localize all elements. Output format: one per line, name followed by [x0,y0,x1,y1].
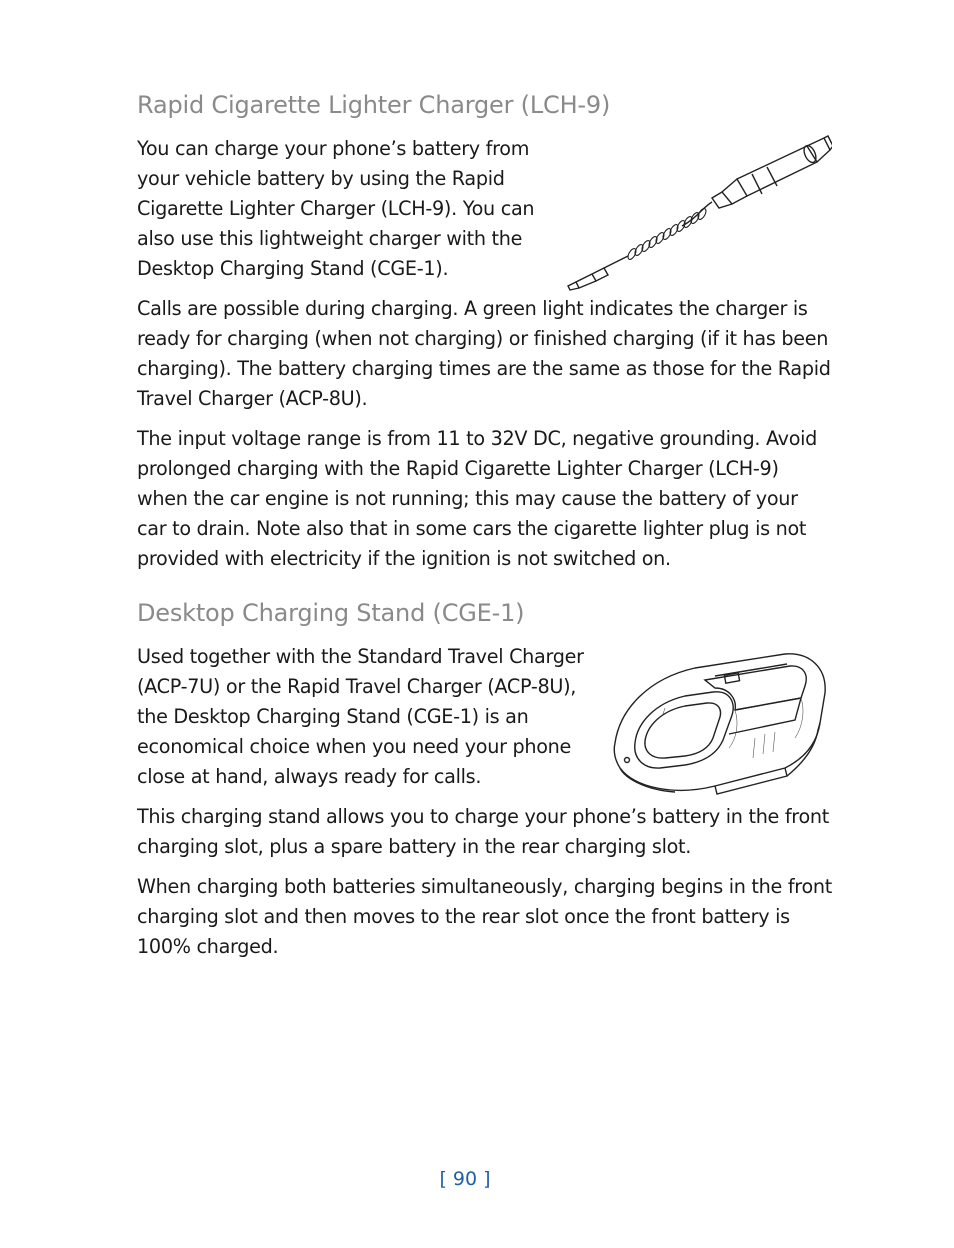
paragraph-cge1-slots: This charging stand allows you to charge your phone’s battery in the front charging slot, plus a spare battery in the rear charging slot. [137,805,830,858]
paragraph-cge1-intro: Used together with the Standard Travel Charger (ACP-7U) or the Rapid Travel Charger (ACP-8U), the Desktop Charging Stand (CGE-1) is an economical choice when you need your phone close at hand, always ready for calls. [137,645,584,788]
page-number: [ 90 ] [439,1168,491,1190]
section-heading-cge1: Desktop Charging Stand (CGE-1) [137,599,525,627]
paragraph-lch9-intro: You can charge your phone’s battery from your vehicle battery by using the Rapid Cigarette Lighter Charger (LCH-9). You can also use this lightweight charger with the Desktop Charging Stand (CGE-1). [137,137,535,280]
desktop-charging-stand-illustration [605,648,830,798]
paragraph-lch9-voltage: The input voltage range is from 11 to 32V DC, negative grounding. Avoid prolonged charging with the Rapid Cigarette Lighter Charger (LCH-9) when the car engine is not running; this may cause the battery of your car to drain. Note also that in some cars the cigarette lighter plug is not provided with electricity if the ignition is not switched on. [137,427,818,570]
cigarette-lighter-charger-illustration [562,134,832,294]
section-heading-lch9: Rapid Cigarette Lighter Charger (LCH-9) [137,91,611,119]
paragraph-cge1-sequence: When charging both batteries simultaneously, charging begins in the front charging slot and then moves to the rear slot once the front battery is 100% charged. [137,875,832,958]
page-content [137,88,832,972]
section-cge1 [137,596,832,962]
paragraph-lch9-calls: Calls are possible during charging. A green light indicates the charger is ready for charging (when not charging) or finished charging (if it has been charging). The battery charging times are the same as those for the Rapid Travel Charger (ACP-8U). [137,297,831,410]
